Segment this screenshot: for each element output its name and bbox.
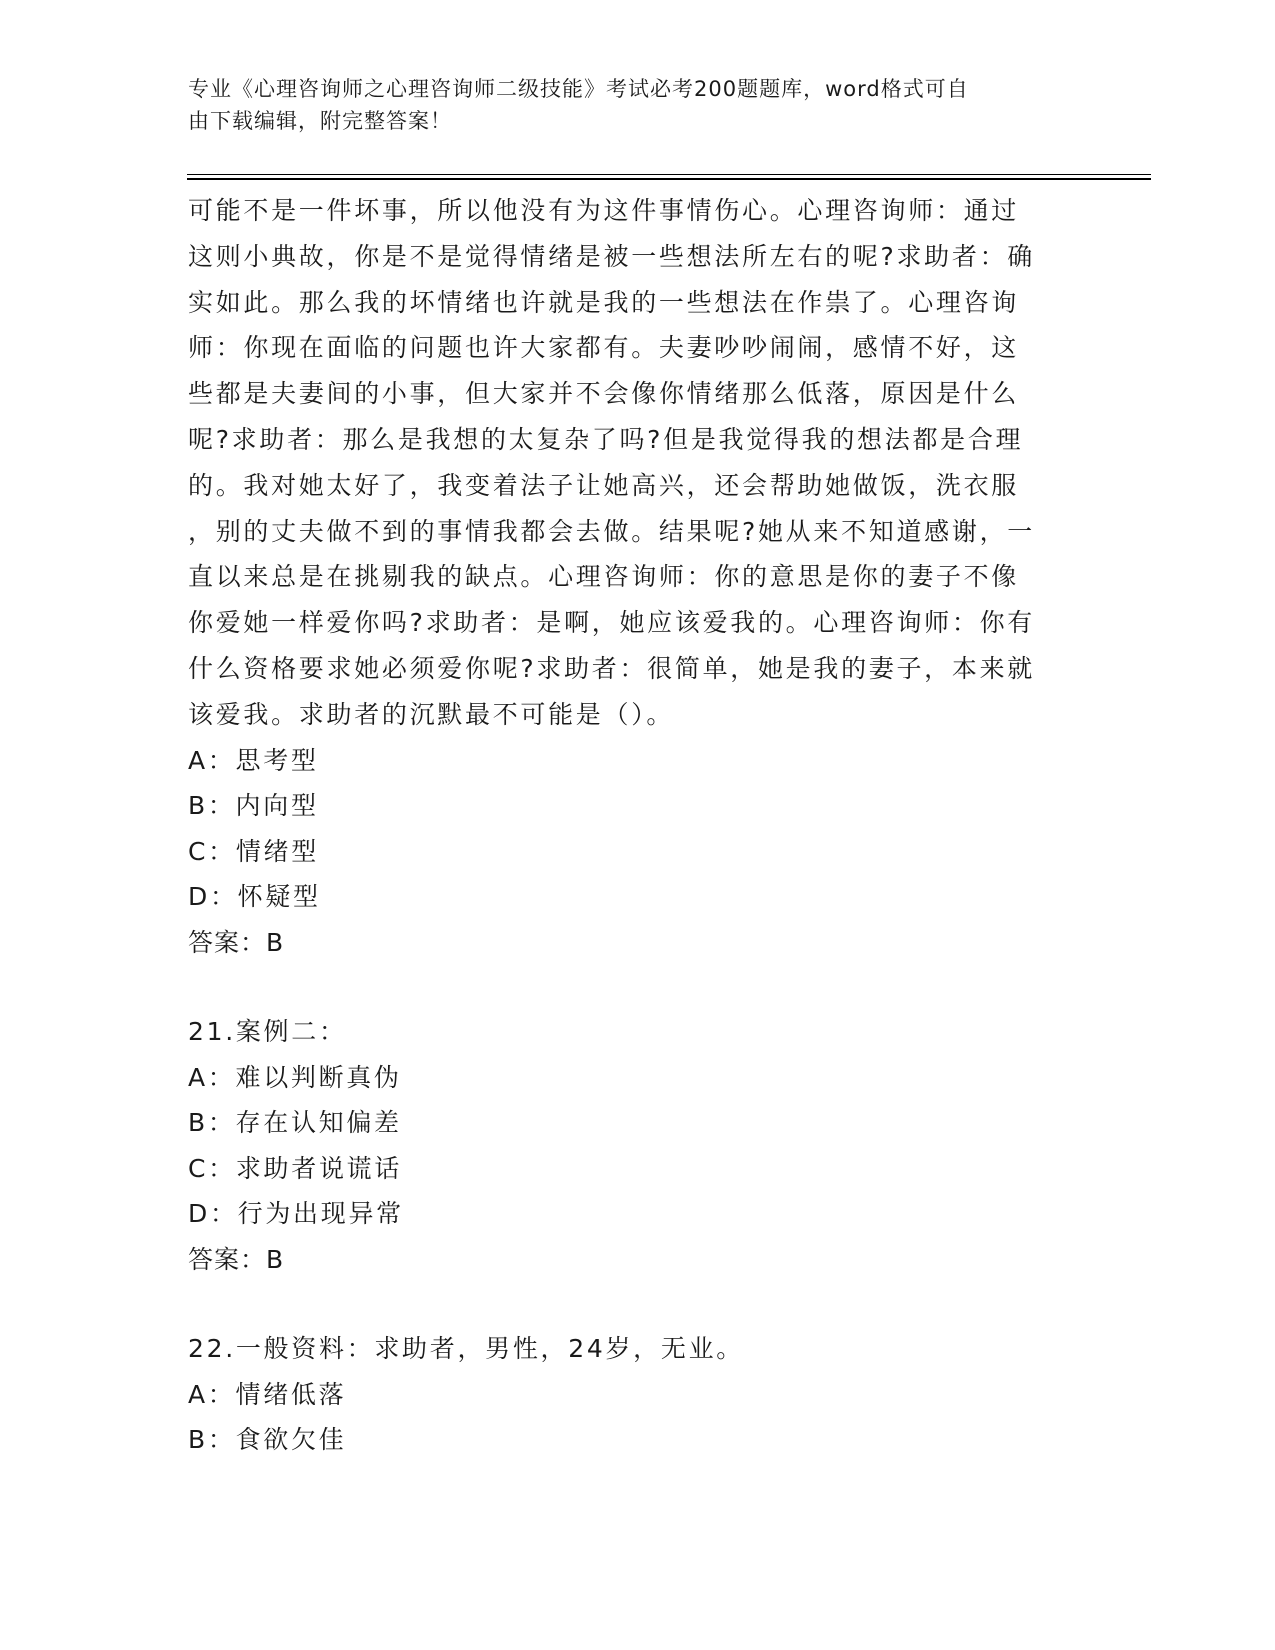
option-a: A：难以判断真伪 [188,1062,402,1092]
passage-line: 什么资格要求她必须爱你呢?求助者：很简单，她是我的妻子，本来就 [188,653,1035,683]
passage-line: 的。我对她太好了，我变着法子让她高兴，还会帮助她做饭，洗衣服 [188,470,1020,500]
option-c: C：情绪型 [188,836,319,866]
passage-line: 可能不是一件坏事，所以他没有为这件事情伤心。心理咨询师：通过 [188,196,1020,225]
passage-line: ，别的丈夫做不到的事情我都会去做。结果呢?她从来不知道感谢，一 [188,516,1035,546]
passage-line: 直以来总是在挑剔我的缺点。心理咨询师：你的意思是你的妻子不像 [188,562,1020,592]
option-d: D：怀疑型 [188,882,321,912]
option-b: B：食欲欠佳 [188,1425,347,1455]
spacer [188,966,1088,1009]
question-20-passage [188,188,1088,738]
option-b: B：存在认知偏差 [188,1108,402,1138]
document-header [188,73,1088,137]
question-20-answer: 答案：B [188,927,285,957]
header-divider-thick [187,178,1151,180]
passage-line: 该爱我。求助者的沉默最不可能是（）。 [188,699,675,729]
option-d: D：行为出现异常 [188,1199,404,1229]
option-a: A：思考型 [188,745,319,775]
question-22-options [188,1372,1088,1463]
option-b: B：内向型 [188,791,319,821]
question-21-answer: 答案：B [188,1244,285,1274]
question-20-options [188,738,1088,920]
passage-line: 些都是夫妻间的小事，但大家并不会像你情绪那么低落，原因是什么 [188,379,1020,409]
question-22-title: 22.一般资料：求助者，男性，24岁，无业。 [188,1333,744,1363]
spacer [188,1283,1088,1326]
page-body [188,188,1088,1463]
passage-line: 师：你现在面临的问题也许大家都有。夫妻吵吵闹闹，感情不好，这 [188,333,1020,363]
header-line-2: 由下载编辑，附完整答案！ [188,109,452,133]
passage-line: 实如此。那么我的坏情绪也许就是我的一些想法在作祟了。心理咨询 [188,287,1020,317]
question-21-options [188,1055,1088,1237]
passage-line: 你爱她一样爱你吗?求助者：是啊，她应该爱我的。心理咨询师：你有 [188,608,1035,638]
header-divider-thin [187,174,1151,175]
question-21-title: 21.案例二： [188,1016,347,1046]
option-c: C：求助者说谎话 [188,1153,403,1183]
header-line-1: 专业《心理咨询师之心理咨询师二级技能》考试必考200题题库，word格式可自 [188,77,969,101]
option-a: A：情绪低落 [188,1379,347,1409]
passage-line: 这则小典故，你是不是觉得情绪是被一些想法所左右的呢?求助者：确 [188,241,1035,271]
passage-line: 呢?求助者：那么是我想的太复杂了吗?但是我觉得我的想法都是合理 [188,424,1024,454]
